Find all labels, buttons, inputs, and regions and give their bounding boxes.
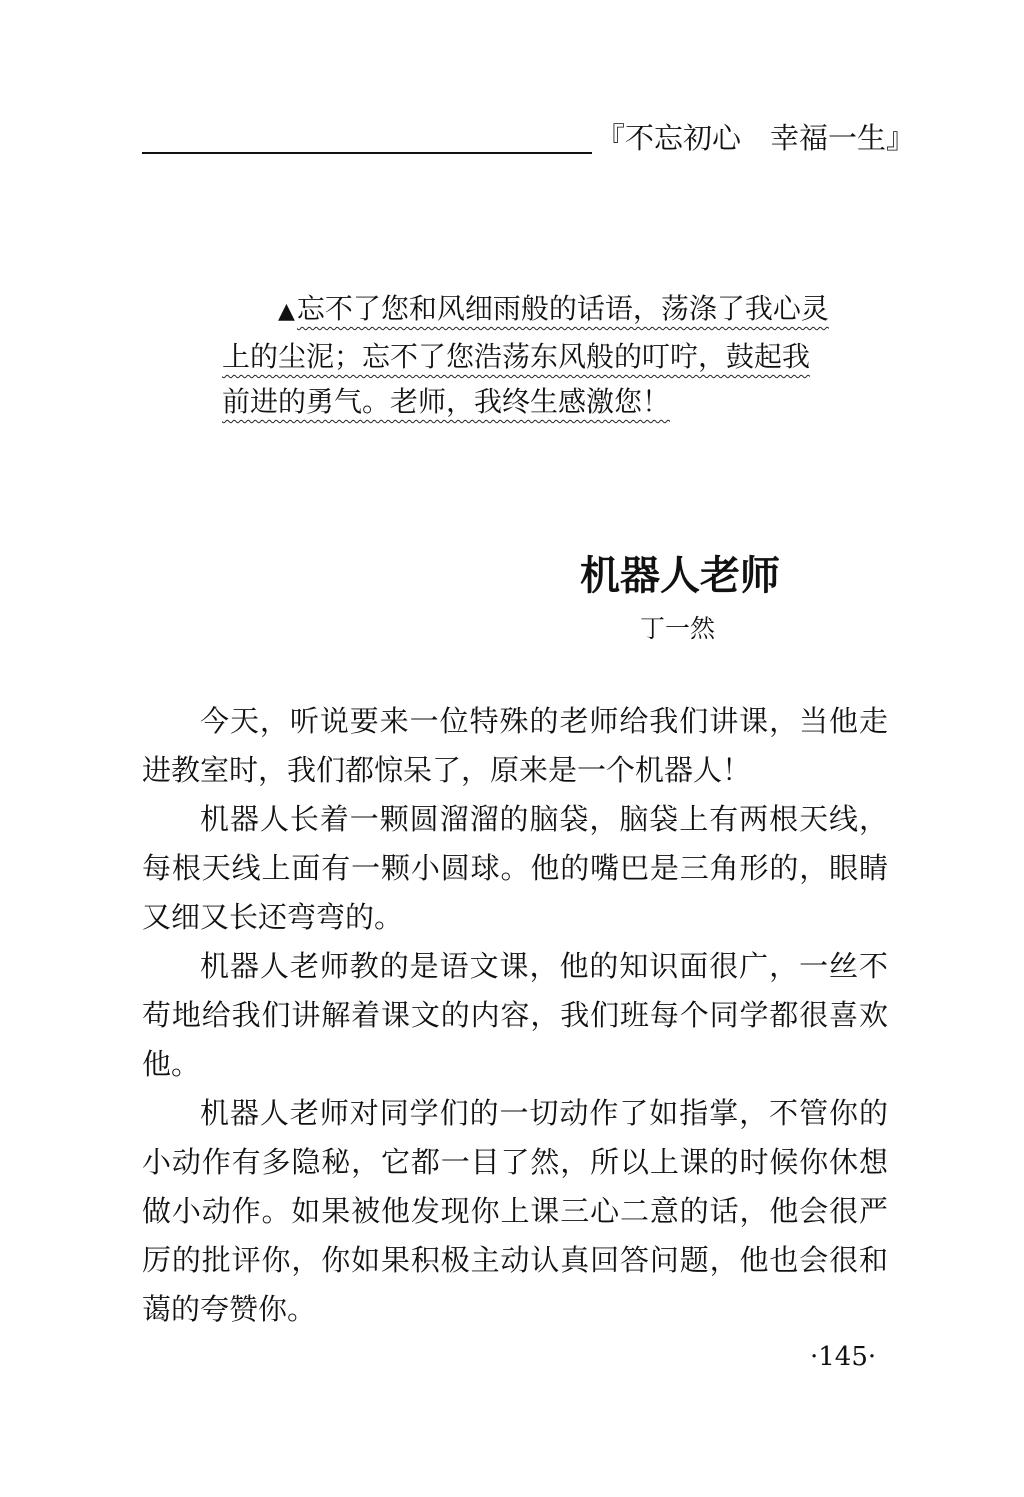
pull-quote [222,286,834,424]
article-body [142,697,888,1334]
header-rule [142,152,592,154]
body-paragraph: 机器人老师对同学们的一切动作了如指掌，不管你的小动作有多隐秘，它都一目了然，所以上课的时候你休想做小动作。如果被他发现你上课三心二意的话，他会很严厉的批评你，你如果积极主动认真回答问题，他也会很和蔼的夸赞你。 [142,1096,888,1326]
running-header-title: 『不忘初心 幸福一生』 [596,121,916,155]
article-author: 丁一然 [640,614,716,643]
page-number: ·145· [810,1342,877,1372]
body-paragraph: 今天，听说要来一位特殊的老师给我们讲课，当他走进教室时，我们都惊呆了，原来是一个机器人！ [142,704,888,787]
article-title: 机器人老师 [580,552,780,599]
body-paragraph: 机器人老师教的是语文课，他的知识面很广，一丝不苟地给我们讲解着课文的内容，我们班每个同学都很喜欢他。 [142,949,888,1081]
triangle-marker-icon: ▲ [278,299,295,324]
pull-quote-text: 忘不了您和风细雨般的话语，荡涤了我心灵上的尘泥；忘不了您浩荡东风般的叮咛，鼓起我前进的勇气。老师，我终生感激您！ [222,292,829,418]
body-paragraph: 机器人长着一颗圆溜溜的脑袋，脑袋上有两根天线，每根天线上面有一颗小圆球。他的嘴巴是三角形的，眼睛又细又长还弯弯的。 [142,802,888,934]
pull-quote-paragraph [222,286,834,424]
